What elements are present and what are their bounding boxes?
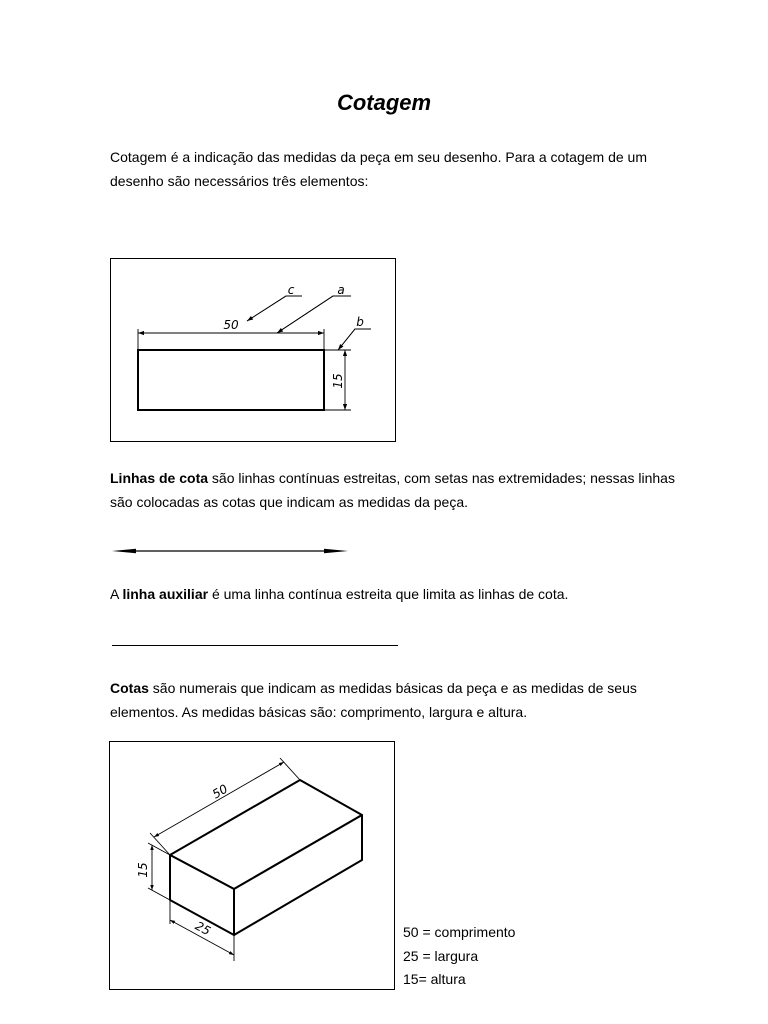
linha-auxiliar-prefix: A	[110, 586, 123, 602]
legend-item-altura: 15= altura	[403, 971, 466, 987]
label-c: c	[287, 283, 295, 297]
isometric-block-figure	[109, 741, 395, 990]
linhas-de-cota-term: Linhas de cota	[110, 470, 209, 486]
leader-a	[277, 296, 351, 333]
extension-line-length-2	[280, 758, 300, 780]
dimension-value-width: 25	[192, 918, 213, 939]
cotas-text: são numerais que indicam as medidas básicas da peça e as medidas de seus elementos. As medidas básicas são: comprimento, largura e altura.	[110, 680, 637, 720]
leader-a-arrow	[277, 296, 333, 333]
leader-b	[338, 329, 371, 350]
linhas-de-cota-text: são linhas contínuas estreitas, com setas nas extremidades; nessas linhas são colocadas as cotas que indicam as medidas da peça.	[110, 470, 675, 510]
part-rectangle	[138, 350, 324, 410]
cotas-paragraph	[110, 676, 690, 724]
linha-auxiliar-paragraph	[110, 582, 690, 606]
cotas-term: Cotas	[110, 680, 149, 696]
dimension-diagram-figure	[110, 258, 396, 442]
sample-auxiliary-line	[112, 645, 398, 646]
linha-auxiliar-text: é uma linha contínua estreita que limita as linhas de cota.	[208, 586, 569, 602]
sample-dimension-line	[110, 544, 350, 558]
linhas-de-cota-paragraph	[110, 466, 690, 514]
extension-line-height-2	[148, 888, 170, 900]
page-title: Cotagem	[336, 90, 432, 115]
dimension-legend	[403, 921, 515, 992]
dimension-value-height: 15	[136, 862, 150, 878]
dimension-value-length: 50	[209, 781, 231, 802]
legend-item-largura: 25 = largura	[403, 947, 479, 964]
extension-line-length-1	[150, 833, 170, 855]
label-a: a	[337, 283, 345, 297]
extension-line-height-1	[148, 843, 170, 855]
leader-c	[247, 296, 302, 321]
dimension-value-height: 15	[331, 373, 345, 389]
leader-c-arrow	[247, 296, 286, 321]
linha-auxiliar-term: linha auxiliar	[122, 586, 209, 602]
intro-paragraph: Cotagem é a indicação das medidas da peça em seu desenho. Para a cotagem de um desenho são necessários três elementos:	[110, 149, 647, 189]
label-b: b	[356, 315, 364, 329]
isometric-block-diagram	[110, 742, 394, 989]
dimension-diagram	[111, 259, 395, 441]
legend-item-comprimento: 50 = comprimento	[403, 924, 516, 940]
dimension-value-length: 50	[223, 318, 239, 332]
leader-b-arrow	[338, 329, 355, 350]
